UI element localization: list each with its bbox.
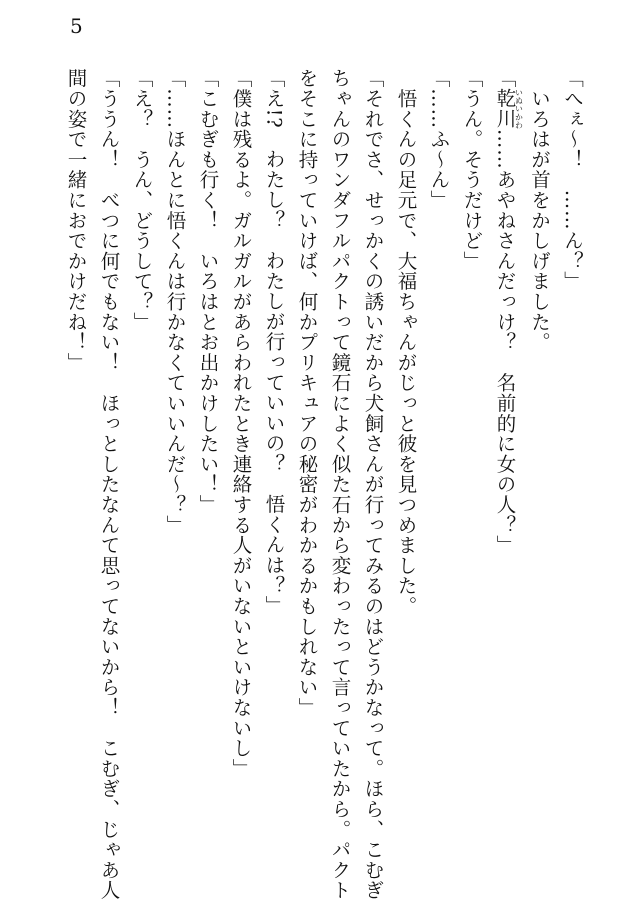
text-line: 「……ほんとに悟くんは行かなくていいんだ～？」 — [163, 68, 187, 535]
text-line: 「え？ うん、どうして？」 — [130, 68, 154, 332]
ruby-line-rest: ……あやねさんだっけ？ 名前的に女の人？」 — [493, 128, 517, 556]
text-line: 「それでさ、せっかくの誘いだから犬飼さんが行ってみるのはどうかなって。ほら、こむぎ — [361, 68, 385, 900]
text-line: 「僕は残るよ。ガルガルがあらわれたとき連絡する人がいないといけないし」 — [229, 68, 253, 779]
text-line: 「へぇ～！ ……ん？」 — [561, 68, 584, 292]
ruby-reading: いぬいかわ — [514, 88, 524, 129]
text-line: ちゃんのワンダフルパクトって鏡石によく似た石から変わったって言っていたから。パクト — [328, 68, 352, 900]
text-line: 「こむぎも行く！ いろはとお出かけしたい！」 — [196, 68, 220, 515]
text-line-with-ruby — [489, 68, 524, 858]
text-line: 「……ふ～ん」 — [427, 68, 451, 211]
page-number: 5 — [70, 14, 83, 38]
text-line: 「うん。そうだけど」 — [460, 68, 484, 271]
text-line: いろはが首をかしげました。 — [528, 68, 551, 353]
ruby-base: 乾川 — [493, 88, 517, 129]
body-text — [60, 68, 590, 900]
text-line: 悟くんの足元で、大福ちゃんがじっと彼を見つめました。 — [394, 68, 418, 617]
text-line: 「え!? わたし？ わたしが行っていいの？ 悟くんは？」 — [262, 68, 286, 616]
text-line: をそこに持っていけば、何かプリキュアの秘密がわかるかもしれない」 — [295, 68, 319, 718]
text-line: 「ううん！ べつに何でもない！ ほっとしたなんて思ってないから！ こむぎ、じゃあ人 — [97, 68, 121, 900]
text-line: 間の姿で一緒におでかけだね！」 — [64, 68, 88, 373]
ruby-open-bracket: 「 — [493, 68, 517, 89]
ruby-annotation — [493, 88, 524, 129]
